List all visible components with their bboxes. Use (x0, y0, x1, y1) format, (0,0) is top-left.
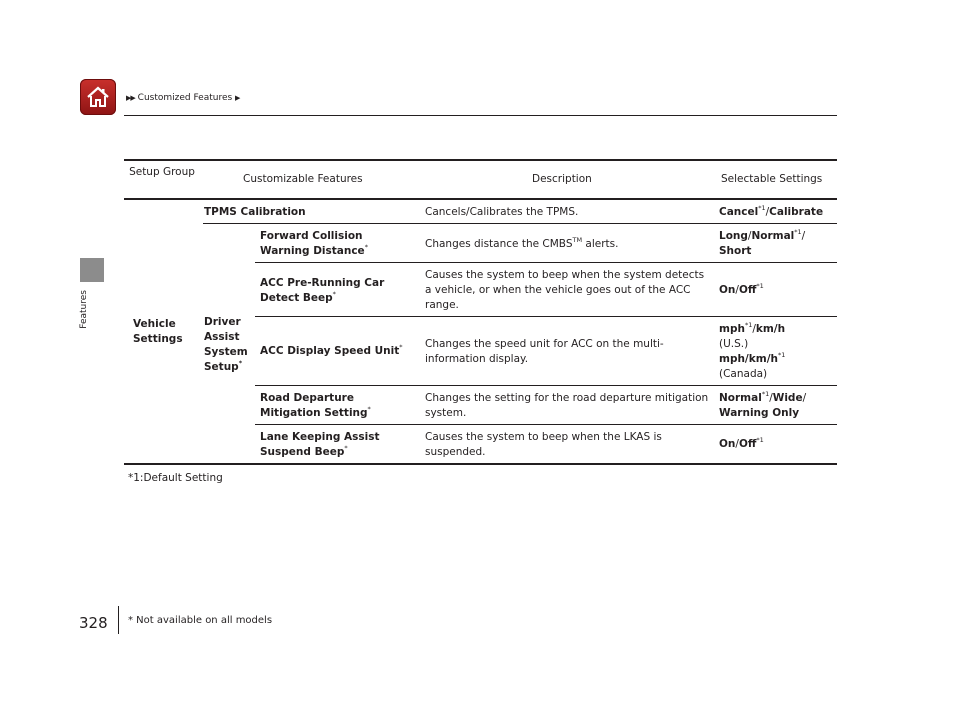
breadcrumb-arrow-icon: ▶▶ (126, 94, 135, 102)
row-divider (255, 316, 837, 317)
header-divider (124, 115, 837, 116)
settings-lane-keeping: On/Off$^{*1}$ (719, 436, 764, 450)
header-rule (124, 198, 837, 200)
availability-footnote: * Not available on all models (128, 615, 273, 626)
description-road-departure: Changes the setting for the road departure mitigation system. (425, 392, 709, 419)
feature-road-departure: Road Departure Mitigation Setting* (260, 392, 371, 419)
row-divider (255, 424, 837, 425)
home-icon (85, 84, 111, 110)
feature-lane-keeping: Lane Keeping Assist Suspend Beep* (260, 431, 380, 458)
header-description: Description (532, 173, 592, 185)
row-divider (203, 223, 837, 224)
row-divider (255, 385, 837, 386)
header-setup-group: Setup Group (129, 166, 195, 178)
settings-tpms: Cancel$^{*1}$/Calibrate (719, 204, 824, 218)
default-setting-note: *1:Default Setting (128, 472, 223, 484)
description-lane-keeping: Causes the system to beep when the LKAS is suspended. (425, 431, 662, 458)
description-tpms: Cancels/Calibrates the TPMS. (425, 206, 579, 218)
table-bottom-rule (124, 463, 837, 465)
side-tab-marker (80, 258, 104, 282)
settings-road-departure: Normal$^{*1}$/Wide/ Warning Only (719, 390, 807, 419)
page-number: 328 (79, 614, 108, 632)
breadcrumb-label: Customized Features (137, 93, 233, 103)
settings-acc-display-speed: mph$^{*1}$/km/h (U.S.) mph/$km/h^{*1}$ (Canada) (719, 321, 786, 380)
setup-group-vehicle-settings: Vehicle Settings (133, 318, 183, 345)
subgroup-driver-assist: Driver Assist System Setup* (204, 316, 248, 373)
description-acc-display-speed: Changes the speed unit for ACC on the multi-information display. (425, 338, 664, 365)
home-button[interactable] (80, 79, 116, 115)
breadcrumb-arrow-icon: ▶ (235, 94, 240, 102)
feature-tpms-calibration: TPMS Calibration (204, 206, 306, 218)
feature-forward-collision: Forward Collision Warning Distance* (260, 230, 368, 257)
settings-acc-pre-running: On/Off$^{*1}$ (719, 282, 764, 296)
header-selectable-settings: Selectable Settings (721, 173, 823, 185)
settings-forward-collision: Long/Normal$^{*1}$/ Short (719, 228, 806, 257)
description-forward-collision: Changes distance the CMBS™ alerts. (425, 236, 619, 250)
header-customizable-features: Customizable Features (243, 173, 363, 185)
table-top-rule (124, 159, 837, 161)
footnote-marker: * (238, 359, 243, 367)
feature-acc-pre-running: ACC Pre-Running Car Detect Beep* (260, 277, 385, 304)
row-divider (255, 262, 837, 263)
breadcrumb[interactable] (126, 93, 239, 103)
footer-divider (118, 606, 119, 634)
description-acc-pre-running: Causes the system to beep when the system detects a vehicle, or when the vehicle goes out of the ACC range. (425, 269, 705, 311)
feature-acc-display-speed: ACC Display Speed Unit* (260, 343, 403, 357)
side-section-label: Features (79, 290, 89, 329)
